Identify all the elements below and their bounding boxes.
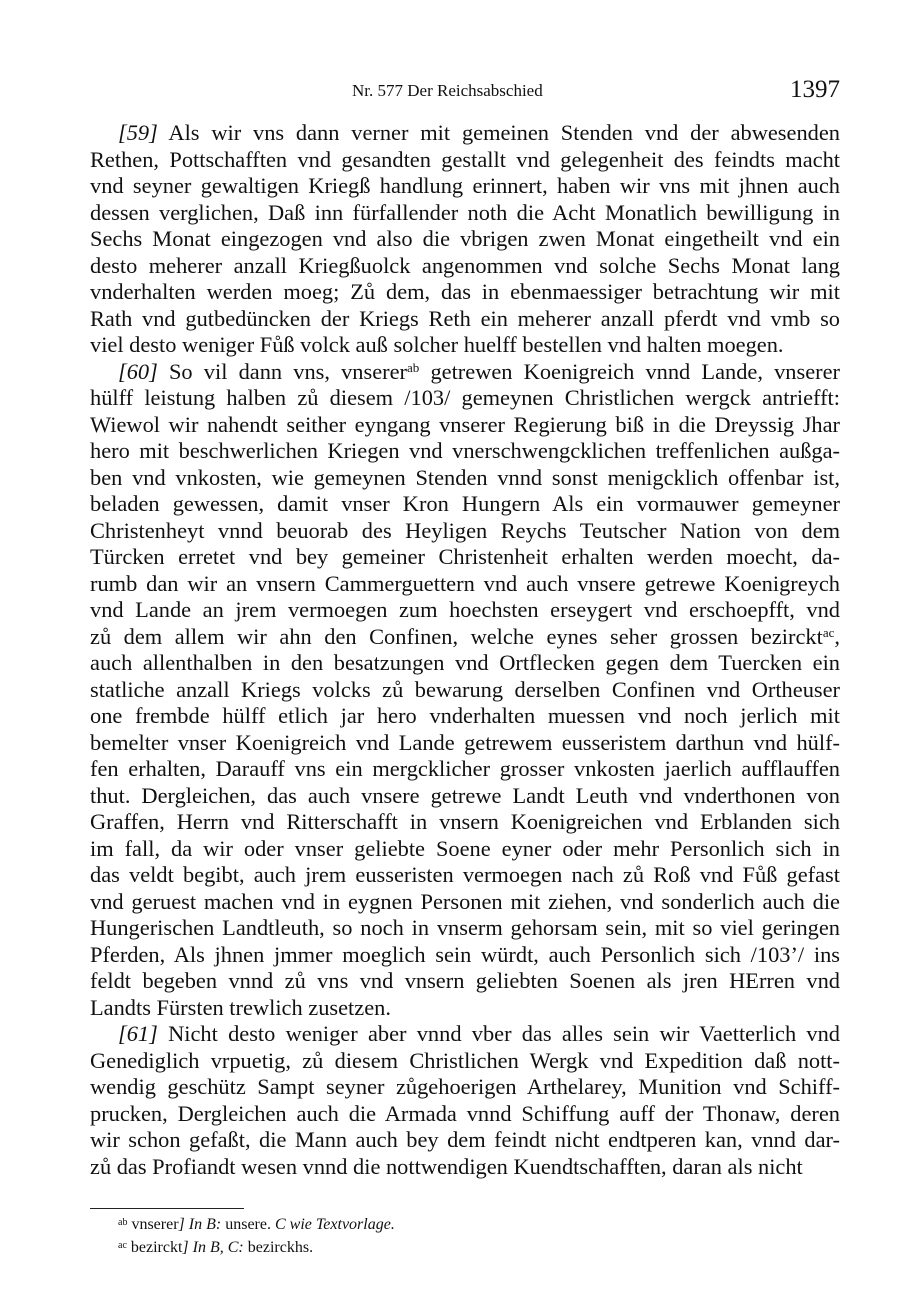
text-line: one frembde hülff etlich jar hero vnderhalten muessen vnd noch jerlich mit [90, 703, 840, 728]
text-line: viel desto weniger Fůß volck auß solcher huelff bestellen vnd halten moegen. [90, 332, 784, 357]
footnote: $^{ab}$ vnserer] In B: unsere. C wie Textvorlage. [118, 1216, 395, 1233]
text-line: Rethen, Pottschafften vnd gesandten gestallt vnd gelegenheit des feindts macht [90, 146, 840, 172]
running-head-title: Nr. 577 Der Reichsabschied [352, 81, 543, 100]
footnote-mark: ac [118, 1240, 127, 1251]
footnote-marker: ac [822, 624, 835, 640]
text-line: das veldt begibt, auch jrem eusseristen vermoegen nach zů Roß vnd Fůß gefast [90, 862, 840, 887]
text-line: bemelter vnser Koenigreich vnd Lande getrewem eusseristem darthun vnd hülf- [90, 729, 840, 755]
text-line: vnderhalten werden moeg; Zů dem, das in ebenmaessiger betrachtung wir mit [90, 279, 840, 304]
text-line: hülff leistung halben zů diesem /103/ gemeynen Christlichen wergck antriefft: [90, 385, 840, 410]
text-line: statliche anzall Kriegs volcks zů bewarung derselben Confinen vnd Ortheuser [90, 676, 840, 702]
text-line: rumb dan wir an vnsern Cammerguettern vnd auch vnsere getrewe Koenigreych [90, 570, 840, 596]
body-text [90, 120, 840, 1180]
text-line: Wiewol wir nahendt seither eyngang vnserer Regierung biß in die Dreyssig Jhar [90, 411, 840, 437]
text-line: Sechs Monat eingezogen vnd also die vbrigen zwen Monat eingetheilt vnd ein [90, 226, 840, 251]
text-line: vnd Lande an jrem vermoegen zum hoechsten erseygert vnd erschoepfft, vnd [90, 597, 840, 622]
text-line: Graffen, Herrn vnd Ritterschafft in vnsern Koenigreichen vnd Erblanden sich [90, 809, 840, 834]
running-head [90, 76, 840, 106]
text-line: desto meherer anzall Kriegßuolck angenommen vnd solche Sechs Monat lang [90, 252, 840, 278]
paragraph-number: [59] [118, 120, 158, 145]
page-number: 1397 [790, 76, 840, 103]
text-line: feldt begeben vnnd zů vns vnd vnsern geliebten Soenen als jren HErren vnd [90, 968, 840, 993]
footnote-mark: ab [118, 1217, 128, 1228]
footnote: $^{ac}$ bezirckt] In B, C: bezirckhs. [118, 1239, 314, 1256]
text-line: beladen gewessen, damit vnser Kron Hungern Als ein vormauwer gemeyner [90, 491, 840, 516]
text-line: Genediglich vrpuetig, zů diesem Christlichen Wergk vnd Expedition daß nott- [90, 1047, 840, 1073]
text-line: vnd geruest machen vnd in eygnen Personen mit ziehen, vnd sonderlich auch die [90, 888, 840, 914]
text-line: Rath vnd gutbedüncken der Kriegs Reth ein meherer anzall pferdt vnd vmb so [90, 305, 840, 331]
text-line: vnd seyner gewaltigen Kriegß handlung erinnert, haben wir vns mit jhnen auch [90, 173, 840, 198]
text-line: auch allenthalben in den besatzungen vnd Ortflecken gegen dem Tuercken ein [90, 650, 840, 675]
text-line: zů das Profiandt wesen vnnd die nottwendigen Kuendtschafften, daran als nicht [90, 1153, 803, 1179]
text-line: zů dem allem wir ahn den Confinen, welche eynes seher grossen bezirckt$^{ac}$, [90, 623, 840, 649]
text-line: Christenheyt vnnd beuorab des Heyligen Reychs Teutscher Nation von dem [90, 517, 840, 543]
text-line: [60] So vil dann vns, vnserer$^{ab}$ getrewen Koenigreich vnnd Lande, vnserer [118, 358, 840, 384]
footnotes [118, 1212, 395, 1258]
text-line: prucken, Dergleichen auch die Armada vnnd Schiffung auff der Thonaw, deren [90, 1100, 840, 1126]
text-line: Türcken erretet vnd bey gemeiner Christenheit erhalten werden moecht, da- [90, 544, 840, 569]
text-line: wendig geschütz Sampt seyner zůgehoerigen Arthelarey, Munition vnd Schiff- [90, 1074, 840, 1099]
text-line: ben vnd vnkosten, wie gemeynen Stenden vnnd sonst menigcklich offenbar ist, [90, 464, 840, 490]
text-line: [61] Nicht desto weniger aber vnnd vber das alles sein wir Vaetterlich vnd [118, 1021, 840, 1046]
text-line: fen erhalten, Darauff vns ein mergcklicher grosser vnkosten jaerlich aufflauffen [90, 756, 840, 781]
text-line: wir schon gefaßt, die Mann auch bey dem feindt nicht endtperen kan, vnnd dar- [90, 1127, 840, 1152]
footnote-rule [90, 1208, 244, 1209]
footnote-marker: ab [407, 359, 420, 375]
text-line: hero mit beschwerlichen Kriegen vnd vnerschwengcklichen treffenlichen außga- [90, 438, 840, 463]
text-line: thut. Dergleichen, das auch vnsere getrewe Landt Leuth vnd vnderthonen von [90, 782, 840, 808]
text-line: im fall, da wir oder vnser geliebte Soene eyner oder mehr Personlich sich in [90, 835, 840, 861]
paragraph-number: [60] [118, 358, 158, 384]
text-line: Pferden, Als jhnen jmmer moeglich sein würdt, auch Personlich sich /103’/ ins [90, 941, 840, 967]
text-line: Landts Fürsten trewlich zusetzen. [90, 994, 391, 1020]
text-line: dessen verglichen, Daß inn fürfallender noth die Acht Monatlich bewilligung in [90, 199, 840, 225]
text-line: [59] Als wir vns dann verner mit gemeinen Stenden vnd der abwesenden [118, 120, 840, 145]
text-line: Hungerischen Landtleuth, so noch in vnserm gehorsam sein, mit so viel geringen [90, 915, 840, 940]
paragraph-number: [61] [118, 1021, 158, 1046]
